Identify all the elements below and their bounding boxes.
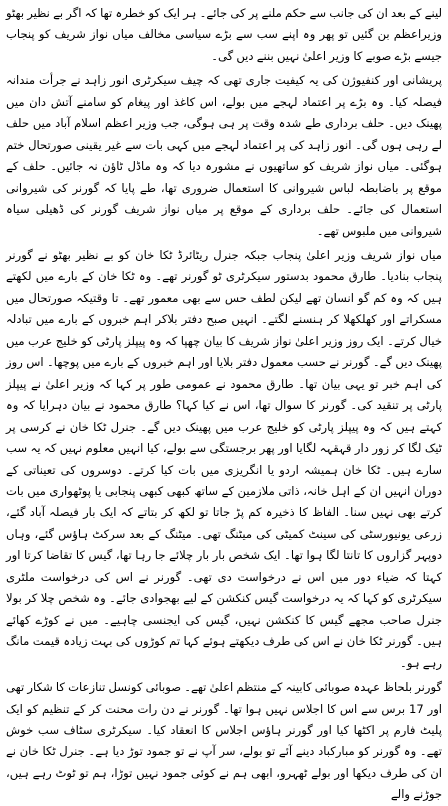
- article-paragraph-3: میاں نواز شریف وزیر اعلیٰ پنجاب جبکہ جنرل ریٹائرڈ ٹکا خان کو بے نظیر بھٹو نے گورنر پنجاب بنادیا۔ طارق محمود بدستور سیکرٹری ٹو گورنر تھے۔ وہ ٹکا خان کے بارے میں لکھتے ہیں کہ وہ کم گو انسان تھے لیکن لطف حس سے بھی معمور تھے۔ تا وقتیکہ صورتحال میں مسکراتے اور کھلکھلا کر ہنسنے لگتے۔ انہیں صبح دفتر بلاکر اہم خبروں کے بارے میں تبادلہ خیال کرتے۔ ایک روز وزیر اعلیٰ نواز شریف کا بیان چھپا کہ وہ پیپلز پارٹی کو خلیج عرب میں پھینک دیں گے۔ گورنر نے حسب معمول دفتر بلایا اور اہم خبروں کے بارے میں پوچھا۔ اس روز کی اہم خبر تو یہی بیان تھا۔ طارق محمود نے عمومی طور پر کہا کہ وزیر اعلیٰ نے پیپلز پارٹی پر تنقید کی۔ گورنر کا سوال تھا، اس نے کیا کہا؟ طارق محمود نے بیان دہرایا کہ وہ کہتے ہیں کہ وہ پیپلز پارٹی کو خلیج عرب میں پھینک دیں گے۔ جنرل ٹکا خان نے کرسی پر ٹیک لگا کر زور دار قہقہہ لگایا اور پھر برجستگی سے بولے، کیا انہیں معلوم نہیں کہ یہ سب سارے ہیں۔ ٹکا خان ہمیشہ اردو یا انگریزی میں بات کیا کرتے۔ دوسروں کی تعیناتی کے دوران انہیں ان کے اہل خانہ، ذاتی ملازمین کے ساتھ کبھی کبھی پنجابی یا پوٹھواری میں بات کرتے بھی نہیں سنا۔ الفاظ کا ذخیرہ کم پڑ جاتا تو لکھ کر بتاتے کہ ایک بار فیصلہ آباد گئے، زرعی یونیورسٹی کی سینٹ کمیٹی کی میٹنگ تھی۔ میٹنگ کے بعد سرکٹ ہاؤس گئے، وہاں دوپہر گزاروں کا تانتا لگا ہوا تھا۔ ایک شخص بار بار چلائے جا رہا تھا، گیس کا تقاضا کرتا اور کہتا کہ ضیاء دور میں اس نے درخواست دی تھی۔ گورنر نے اس کی درخواست ملٹری سیکرٹری کو کہا کہ یہ درخواست گیس کنکشن کے لیے بھجوادی جائے۔ وہ شخص چلا کر بولا جنرل صاحب مجھے گیس کا کنکشن نہیں، گیس کی ایجنسی چاہیے۔ میں نے کوڑے کھائے ہیں۔ گورنر ٹکا خان نے اس کی طرف دیکھتے ہوئے کہا تم کوڑوں کی بہت زیادہ قیمت مانگ رہے ہو۔: [6, 247, 442, 670]
- article-paragraph-2: پریشانی اور کنفیوژن کی یہ کیفیت جاری تھی کہ چیف سیکرٹری انور زاہد نے جرأت مندانہ فیصلہ کیا۔ وہ بڑے پر اعتماد لہجے میں بولے، اس کاغذ اور پیغام کو سامنے آتش دان میں پھینک دیں۔ حلف برداری طے شدہ وقت پر ہی ہوگی، جب وزیر اعظم اسلام آباد میں حلف لے رہی ہوں گی۔ انور زاہد کی پر اعتماد لہجے میں کہی بات سے غیر یقینی صورتحال ختم ہوگئی۔ میاں نواز شریف کو ساتھیوں نے مشورہ دیا کہ وہ ماڈل ٹاؤن نہ جائیں۔ حلف کے موقع پر باضابطہ لباس شیروانی کا استعمال ضروری تھا، طے پایا کہ گورنر کی شیروانی استعمال کی جائے۔ حلف برداری کے موقع پر میاں نواز شریف گورنر کی ڈھیلی سیاہ شیروانی میں ملبوس تھے۔: [6, 73, 442, 238]
- article-paragraph-4: گورنر بلحاظ عہدہ صوبائی کابینہ کے منتظم اعلیٰ تھے۔ صوبائی کونسل تنازعات کا شکار تھی اور 17 برس سے اس کا اجلاس نہیں ہوا تھا۔ گورنر نے دن رات محنت کر کے تنظیم کو ایک پلیٹ فارم پر اکٹھا کیا اور گورنر ہاؤس اجلاس کا انعقاد کیا۔ سیکرٹری سٹاف سب خوش تھے۔ وہ گورنر کو مبارکباد دینے آئے تو بولے، سر آپ نے تو جمود توڑ دیا ہے۔ جنرل ٹکا خان نے ان کی طرف دیکھا اور بولے ٹھہرو، ابھی ہم نے کوئی جمود نہیں توڑا، ہم تو ٹوٹ رہے ہیں، جوڑنے والے: [6, 680, 443, 802]
- article-paragraph-1: لینے کے بعد ان کی جانب سے حکم ملنے پر کی جائے۔ ہر ایک کو خطرہ تھا کہ اگر بے نظیر بھٹو وزیراعظم بن گئیں تو پھر وہ اپنے سب سے بڑے سیاسی مخالف میاں نواز شریف کو پنجاب جیسے بڑے صوبے کا وزیر اعلیٰ نہیں بننے دیں گی۔: [6, 6, 442, 63]
